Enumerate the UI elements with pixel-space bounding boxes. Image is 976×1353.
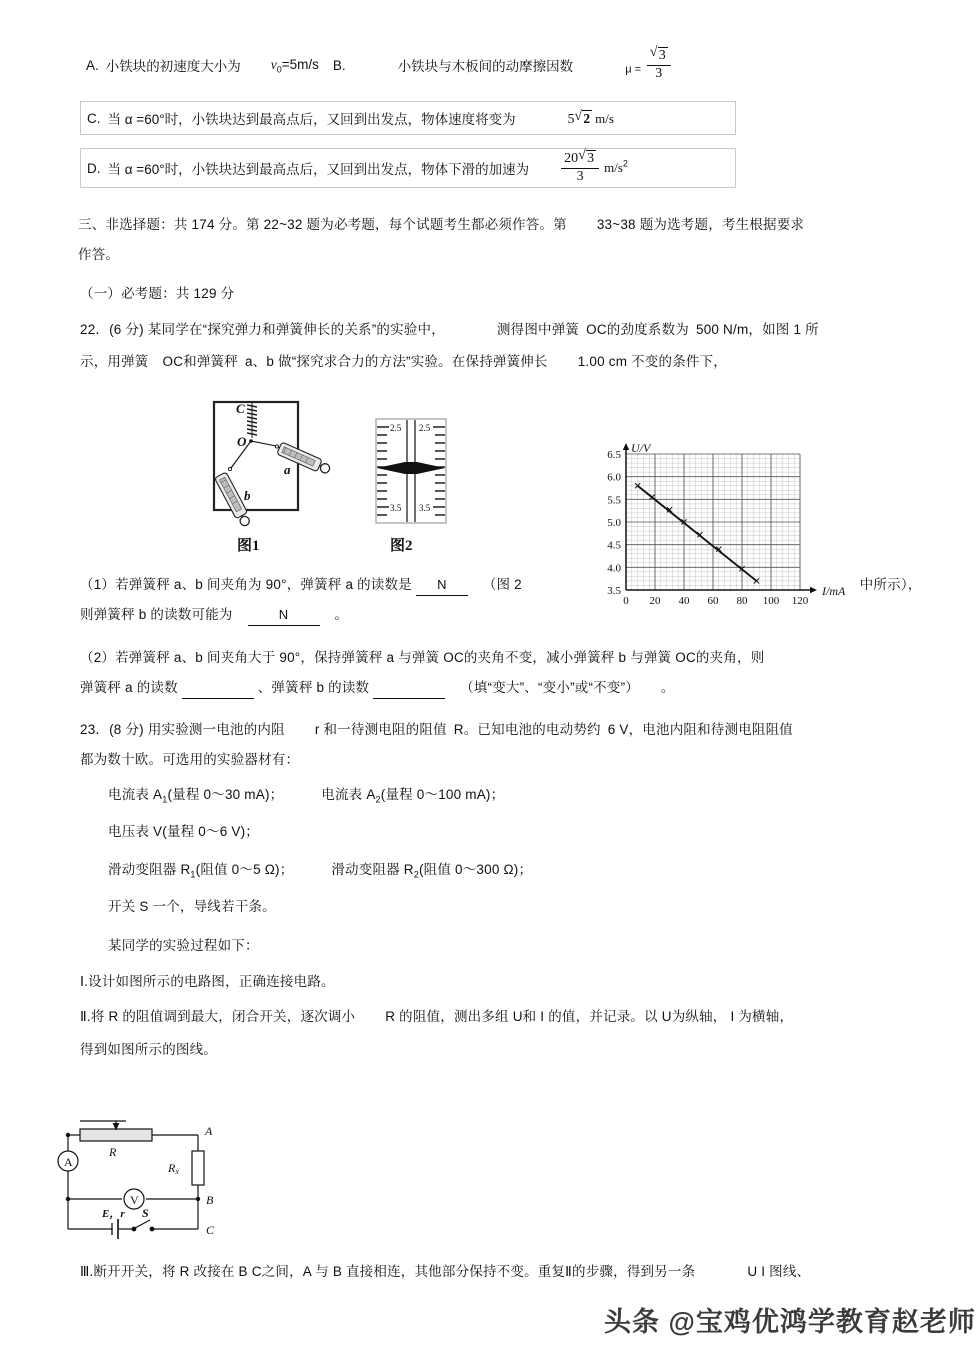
q22-answer-blank-b[interactable]: N (248, 605, 320, 626)
q23-procedure-intro: 某同学的实验过程如下： (108, 938, 259, 953)
ui-graph-xtick: 80 (736, 595, 748, 607)
fig2-tick-left-2-5: 2.5 (390, 423, 402, 433)
q22-part1-line2: 则弹簧秤 b 的读数可能为 N 。 (80, 605, 348, 626)
circuit-label-rx: Rx (168, 1161, 179, 1176)
fig2-tick-right-3-5: 3.5 (419, 503, 431, 513)
option-a-text: 小铁块的初速度大小为 (105, 59, 241, 75)
ui-graph-xtick: 0 (623, 595, 629, 607)
q22-part1-line1: （1）若弹簧秤 a、b 间夹角为 90°，弹簧秤 a 的读数是 N （图 2 中所示）， (80, 575, 921, 596)
option-b-letter: B. (332, 57, 346, 73)
circuit-node-c: C (206, 1223, 215, 1237)
ui-graph-xtick: 120 (791, 595, 809, 607)
fig2-tick-right-2-5: 2.5 (419, 423, 431, 433)
fig1-label-c: C (236, 401, 245, 416)
ui-graph-xtick: 40 (678, 595, 690, 607)
circuit-label-ammeter: A (64, 1155, 73, 1169)
ui-graph-ytick: 5.0 (607, 517, 621, 529)
q23-equipment-rheostats: 滑动变阻器 $R_1$(阻值 0～5 Ω)； 滑动变阻器 $R_2$(阻值 0～300 Ω)； (108, 862, 533, 880)
figure-1-spring-apparatus (196, 398, 316, 548)
q23-equipment-switch: 开关 S 一个，导线若干条。 (108, 899, 276, 914)
option-b-formula: $_{\mu =}$ √ $\frac{3}{3}$ (625, 48, 673, 83)
ui-graph-ylabel: U/V (631, 441, 651, 455)
q23-equipment-ammeters: 电流表 $A_1$(量程 0～30 mA)； 电流表 $A_2$(量程 0～100 mA)； (108, 787, 505, 805)
fig1-label-a: a (284, 462, 291, 477)
circuit-label-voltmeter: V (130, 1193, 139, 1207)
q23-step-2-line1: Ⅱ.将 R 的阻值调到最大，闭合开关，逐次调小 R 的阻值，测出多组 U和 I 的值，并记录。以 U为纵轴， I 为横轴， (80, 1009, 794, 1024)
option-row-c (80, 101, 736, 135)
option-d-letter: D. (87, 160, 101, 176)
ui-graph-xtick: 100 (762, 595, 780, 607)
q23-step-2-line2: 得到如图所示的图线。 (80, 1042, 217, 1057)
q23-line1: 23．(8 分) 用实验测一电池的内阻 r 和一待测电阻的阻值 R。已知电池的电动势约 6 V，电池内阻和待测电阻阻值 (80, 722, 793, 737)
ui-graph-line (638, 486, 757, 581)
q23-line2: 都为数十欧。可选用的实验器材有： (80, 752, 300, 767)
q22-answer-blank-d[interactable] (373, 678, 445, 699)
option-c-letter: C. (87, 110, 101, 126)
ui-graph-ytick: 4.5 (607, 539, 621, 552)
section-heading-line2: 作答。 (78, 247, 120, 262)
circuit-diagram (50, 1113, 260, 1238)
ui-graph-ytick: 6.0 (607, 471, 621, 484)
section-heading-line1: 三、非选择题：共 174 分。第 22~32 题为必考题，每个试题考生都必须作答。第 33~38 题为选考题，考生根据要求 (78, 217, 805, 232)
fig1-label-b: b (244, 488, 251, 503)
q22-part2-line1: （2）若弹簧秤 a、b 间夹角大于 90°，保持弹簧秤 a 与弹簧 OC的夹角不变，减小弹簧秤 b 与弹簧 OC的夹角，则 (80, 650, 765, 665)
option-b-text: 小铁块与木板间的动摩擦因数 (397, 59, 574, 75)
figure-1-caption: 图1 (237, 538, 260, 554)
option-d-text: 当 α =60°时，小铁块达到最高点后，又回到出发点，物体下滑的加速为 (107, 162, 530, 177)
ui-graph-ytick: 6.5 (607, 449, 621, 461)
q23-step-1: Ⅰ.设计如图所示的电路图，正确连接电路。 (80, 974, 335, 989)
figure-2-scale-reading (375, 418, 447, 528)
fig1-label-o: O (237, 434, 247, 449)
ui-graph-ytick: 5.5 (607, 494, 621, 507)
circuit-node-b: B (206, 1193, 214, 1207)
section-subheading: （一）必考题：共 129 分 (80, 286, 235, 301)
q22-line1: 22．(6 分) 某同学在“探究弹力和弹簧伸长的关系”的实验中， 测得图中弹簧 OC的劲度系数为 500 N/m，如图 1 所 (80, 322, 819, 337)
fig2-tick-left-3: 3 (397, 462, 402, 472)
option-d-formula: $\frac{20 √ 3}{3}$ $m/s^2$ (559, 151, 628, 186)
q22-line2: 示，用弹簧 OC和弹簧秤 a、b 做“探究求合力的方法”实验。在保持弹簧伸长 1.00 cm 不变的条件下， (80, 354, 727, 369)
ui-graph-ytick: 3.5 (607, 585, 621, 597)
watermark: 头条 @宝鸡优鸿学教育赵老师 (604, 1307, 976, 1337)
circuit-node-a: A (205, 1124, 213, 1138)
circuit-label-r: R (109, 1145, 117, 1159)
circuit-label-battery: E，r (102, 1208, 125, 1220)
q22-part2-line2: 弹簧秤 a 的读数 、弹簧秤 b 的读数 （填“变大”、“变小”或“不变”） 。 (80, 678, 675, 699)
q22-answer-blank-a[interactable]: N (416, 575, 468, 596)
ui-graph-xtick: 60 (707, 595, 719, 607)
ui-graph-xtick: 20 (649, 595, 661, 607)
option-a-value: $v_0=5m/s$ (270, 56, 319, 75)
option-row-d (80, 148, 736, 188)
circuit-label-switch: S (142, 1206, 149, 1220)
q22-answer-blank-c[interactable] (182, 678, 254, 699)
fig2-tick-right-3: 3 (419, 462, 424, 472)
ui-graph-xlabel: I/mA (822, 584, 846, 598)
option-c-text: 当 α =60°时，小铁块达到最高点后，又回到出发点，物体速度将变为 (107, 112, 516, 127)
figure-2-caption: 图2 (390, 538, 413, 554)
option-a-letter: A. (86, 57, 99, 73)
option-row-ab (86, 48, 673, 83)
q23-equipment-voltmeter: 电压表 V(量程 0～6 V)； (108, 824, 259, 839)
option-c-formula: 5 √ 2 m/s (568, 110, 614, 127)
fig2-tick-left-3-5: 3.5 (390, 503, 402, 513)
q23-step-3: Ⅲ.断开开关，将 R 改接在 B C之间，A 与 B 直接相连，其他部分保持不变。重复Ⅱ的步骤，得到另一条 U I 图线、 (80, 1264, 811, 1279)
ui-graph-ytick: 4.0 (607, 562, 621, 575)
